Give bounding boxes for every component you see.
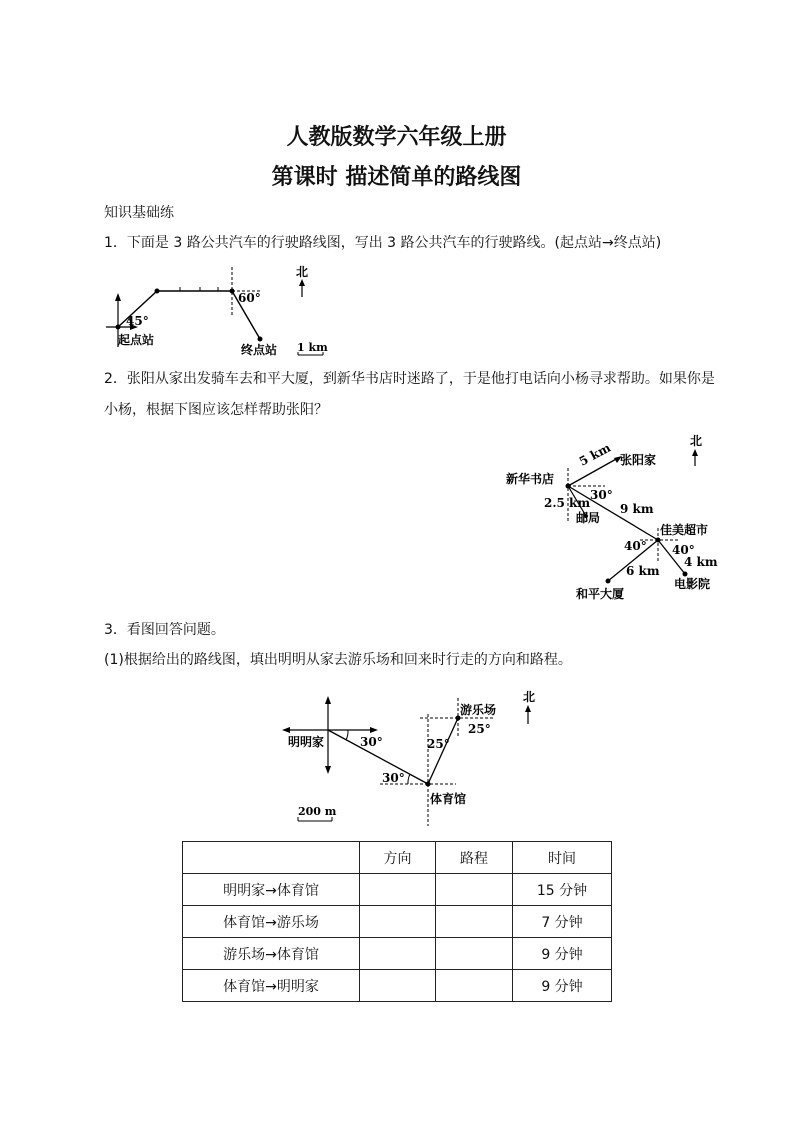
q1-turn-point: [155, 289, 160, 294]
q3-angle-arc: [346, 730, 348, 740]
q1-angle2-label: 60°: [238, 291, 261, 305]
q2-north-arrow-icon: [692, 449, 698, 456]
q2-cinema-point: [683, 572, 688, 577]
q1-north-label: 北: [296, 265, 309, 279]
q2-distance-label: 6 km: [626, 564, 660, 578]
table-header-cell: 时间: [513, 842, 612, 874]
q3-route-table: [182, 841, 612, 1002]
q2-cinema-label: 电影院: [674, 577, 711, 591]
q2-home-label: 张阳家: [620, 453, 657, 467]
table-cell-distance[interactable]: [436, 970, 513, 1002]
q1-north-arrow-icon: [299, 279, 305, 286]
q1-text: 1．下面是 3 路公共汽车的行驶路线图，写出 3 路公共汽车的行驶路线。(起点站→终点站): [104, 235, 662, 251]
q1-angle1-label: 45°: [126, 314, 149, 328]
q3-angle-label: 30°: [382, 771, 405, 785]
page-subtitle: 第课时 描述简单的路线图: [271, 164, 522, 190]
table-header-row: [183, 842, 612, 874]
table-cell-direction[interactable]: [360, 874, 436, 906]
table-row: [183, 938, 612, 970]
table-row: [183, 906, 612, 938]
q3-sub: (1)根据给出的路线图，填出明明从家去游乐场和回来时行走的方向和路程。: [104, 652, 572, 668]
q3-angle-arc: [408, 774, 410, 784]
table-row: [183, 970, 612, 1002]
table-header-cell: [183, 842, 360, 874]
section-label: 知识基础练: [104, 205, 174, 221]
table-cell-time: 7 分钟: [513, 906, 612, 938]
table-cell-route: 体育馆→游乐场: [183, 906, 360, 938]
table-cell-distance[interactable]: [436, 874, 513, 906]
q2-post-label: 邮局: [576, 511, 601, 525]
q1-start-label: 起点站: [118, 333, 155, 347]
table-row: [183, 874, 612, 906]
q3-scale-label: 200 m: [298, 805, 337, 818]
q2-north-label: 北: [690, 434, 703, 448]
q3-line-gym-park: [428, 718, 458, 784]
q3-gym-label: 体育馆: [430, 792, 467, 806]
q3-angle-label: 25°: [427, 737, 450, 751]
table-header-cell: 方向: [360, 842, 436, 874]
table-cell-direction[interactable]: [360, 938, 436, 970]
table-header-cell: 路程: [436, 842, 513, 874]
page-title: 人教版数学六年级上册: [286, 124, 507, 150]
table-cell-distance[interactable]: [436, 938, 513, 970]
q1-start-point: [116, 325, 121, 330]
q2-route-diagram: [500, 428, 745, 608]
q2-line1: 2．张阳从家出发骑车去和平大厦，到新华书店时迷路了，于是他打电话向小杨寻求帮助。如果你是: [104, 371, 715, 387]
q1-end-label: 终点站: [241, 343, 278, 357]
q2-bookstore-point: [566, 484, 571, 489]
q3-angle-label: 25°: [468, 722, 491, 736]
q3-north-label: 北: [523, 690, 536, 704]
table-cell-time: 9 分钟: [513, 938, 612, 970]
q2-distance-label: 4 km: [684, 555, 718, 569]
q3-park-label: 游乐场: [460, 703, 497, 717]
q2-market-point: [656, 538, 661, 543]
q2-bookstore-label: 新华书店: [506, 472, 555, 486]
table-cell-direction[interactable]: [360, 906, 436, 938]
table-cell-time: 9 分钟: [513, 970, 612, 1002]
q3-home-label: 明明家: [288, 735, 325, 749]
q1-scale-label: 1 km: [297, 341, 328, 354]
q2-distance-label: 2.5 km: [544, 496, 591, 510]
q2-distance-label: 5 km: [576, 440, 614, 469]
q2-distance-label: 9 km: [620, 502, 654, 516]
table-cell-time: 15 分钟: [513, 874, 612, 906]
q3-gym-point: [426, 782, 431, 787]
q2-angle-label: 30°: [590, 488, 613, 502]
q1-start-north-arrow: [115, 293, 121, 301]
q2-market-label: 佳美超市: [660, 523, 709, 537]
q2-angle-label: 40°: [672, 543, 695, 557]
q3-route-diagram: [280, 684, 560, 834]
table-cell-direction[interactable]: [360, 970, 436, 1002]
q2-angle-label: 40°: [624, 539, 647, 553]
q1-route-diagram: [100, 255, 360, 365]
q2-plaza-point: [606, 579, 611, 584]
table-cell-route: 游乐场→体育馆: [183, 938, 360, 970]
q2-line2: 小杨，根据下图应该怎样帮助张阳？: [104, 402, 328, 418]
q3-north-arrow-icon: [525, 705, 531, 712]
table-cell-distance[interactable]: [436, 906, 513, 938]
table-cell-route: 明明家→体育馆: [183, 874, 360, 906]
q1-end-point: [258, 337, 263, 342]
q2-plaza-label: 和平大厦: [576, 587, 625, 601]
table-cell-route: 体育馆→明明家: [183, 970, 360, 1002]
q3-angle-label: 30°: [360, 735, 383, 749]
q3-text: 3．看图回答问题。: [104, 622, 225, 638]
